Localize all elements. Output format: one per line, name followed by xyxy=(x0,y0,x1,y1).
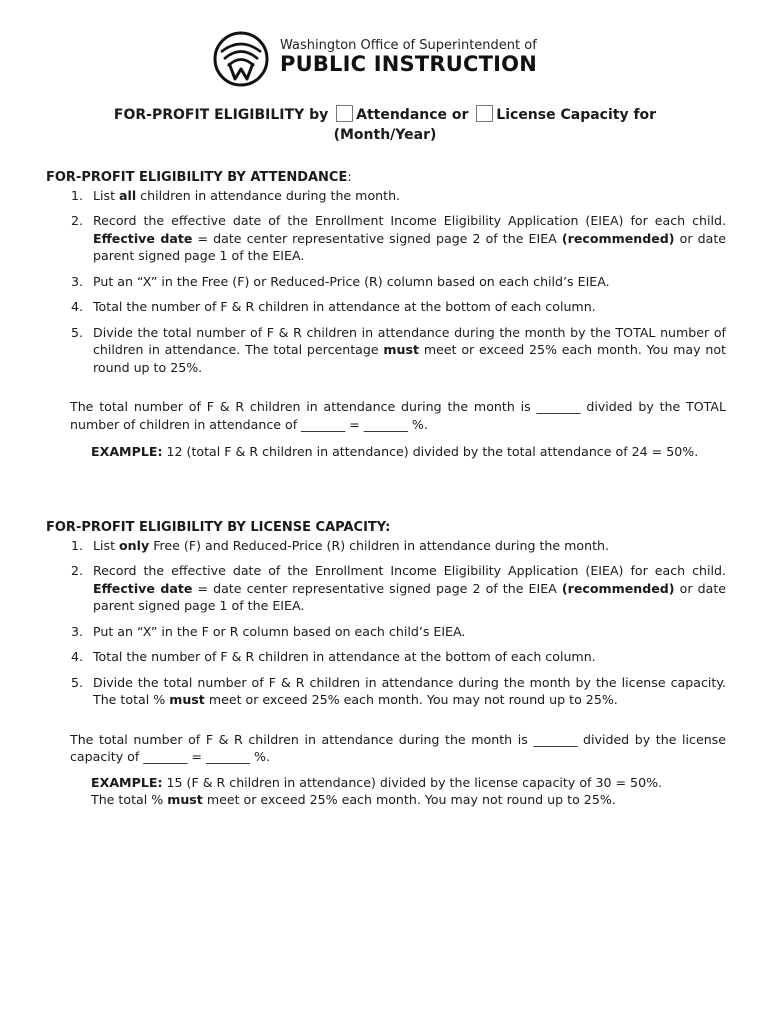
title-option-attendance: Attendance or xyxy=(356,107,469,123)
capacity-step-4: 4. Total the number of F & R children in attendance at the bottom of each column. xyxy=(71,649,596,664)
attendance-steps xyxy=(46,187,726,377)
capacity-example: EXAMPLE: 15 (F & R children in attendance) divided by the license capacity of 30 = 50%. The total % must meet or exceed 25% each month. You may not round up to 25%. xyxy=(91,774,663,807)
ospi-logo-icon xyxy=(212,30,270,88)
capacity-section xyxy=(46,519,726,809)
attendance-example: EXAMPLE: 12 (total F & R children in attendance) divided by the total attendance of 24 = 50%. xyxy=(91,444,699,459)
attendance-step-3: 3. Put an “X” in the Free (F) or Reduced-Price (R) column based on each child’s EIEA. xyxy=(71,273,610,289)
capacity-step-2: 2. Record the effective date of the Enrollment Income Eligibility Application (EIEA) for each child. Effective date = date center representative signed page 2 of the EIEA (recommended) or date parent signed page 1 of the EIEA. xyxy=(71,563,726,613)
capacity-step-5: 5. Divide the total number of F & R children in attendance during the month by the license capacity. The total % must meet or exceed 25% each month. You may not round up to 25%. xyxy=(71,674,726,707)
ospi-logo xyxy=(212,30,552,90)
capacity-heading: FOR-PROFIT ELIGIBILITY BY LICENSE CAPACITY: xyxy=(46,520,391,535)
capacity-steps xyxy=(46,537,726,709)
attendance-step-4: 4. Total the number of F & R children in attendance at the bottom of each column. xyxy=(71,299,596,314)
agency-name: Washington Office of Superintendent of xyxy=(280,38,537,53)
title-month-year: (Month/Year) xyxy=(333,127,437,143)
attendance-formula: The total number of F & R children in attendance during the month is _______ divided by the TOTAL number of children in attendance of _______ = _______ %. xyxy=(70,399,726,432)
title-prefix: FOR-PROFIT ELIGIBILITY by xyxy=(113,107,329,123)
brand-name: PUBLIC INSTRUCTION xyxy=(280,52,538,76)
page-title xyxy=(40,105,730,145)
attendance-step-5: 5. Divide the total number of F & R children in attendance during the month by the TOTAL number of children in attendance. The total percentage must meet or exceed 25% each month. You may not round up to 25%. xyxy=(71,324,726,375)
attendance-section xyxy=(46,168,726,461)
license-capacity-checkbox[interactable] xyxy=(476,105,493,122)
capacity-step-3: 3. Put an “X” in the F or R column based on each child’s EIEA. xyxy=(71,623,466,639)
attendance-step-2: 2. Record the effective date of the Enrollment Income Eligibility Application (EIEA) for each child. Effective date = date center representative signed page 2 of the EIEA (recommended) or date parent signed page 1 of the EIEA. xyxy=(71,213,726,263)
attendance-checkbox[interactable] xyxy=(336,105,353,122)
capacity-step-1: 1. List only Free (F) and Reduced-Price (R) children in attendance during the month. xyxy=(71,537,609,553)
capacity-formula: The total number of F & R children in attendance during the month is _______ divided by the license capacity of _______ = _______ %. xyxy=(70,731,726,764)
attendance-heading: FOR-PROFIT ELIGIBILITY BY ATTENDANCE: xyxy=(46,169,352,185)
attendance-step-1: 1. List all children in attendance during the month. xyxy=(71,187,401,203)
title-option-capacity: License Capacity for xyxy=(496,107,657,123)
